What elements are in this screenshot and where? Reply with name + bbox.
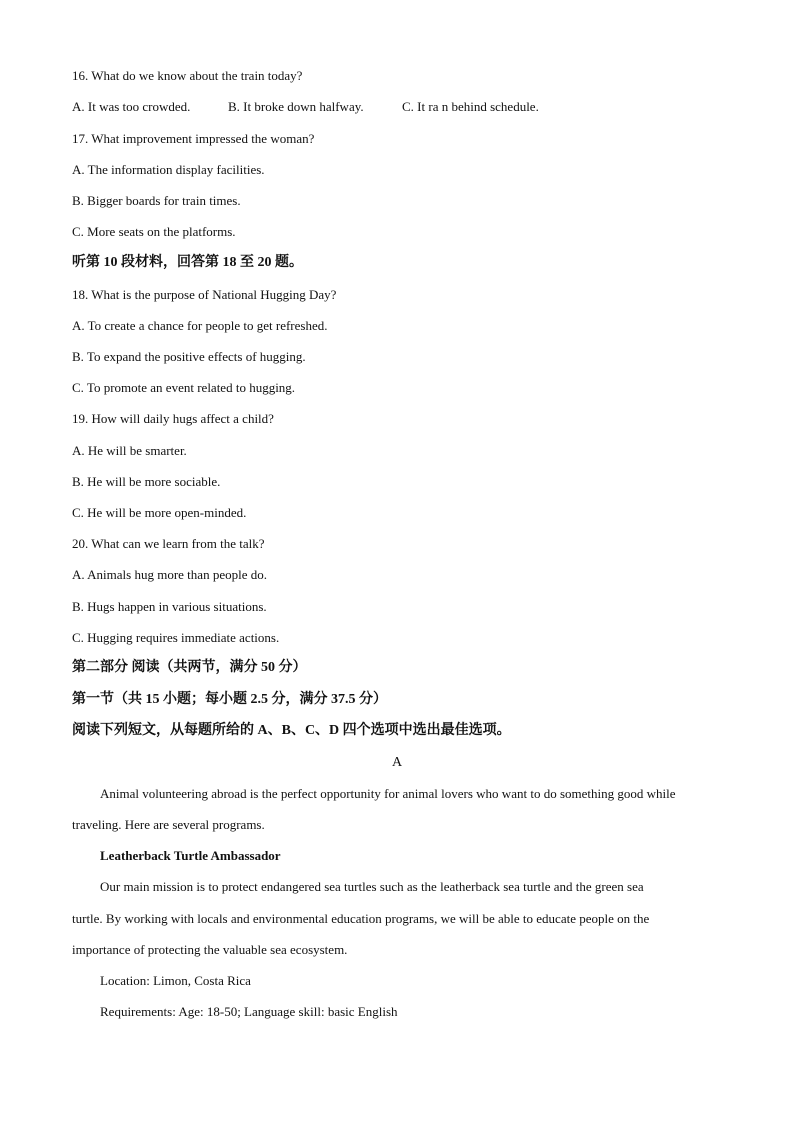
question-17-option-b: B. Bigger boards for train times. [72,193,241,208]
question-16-option-a: A. It was too crowded. [72,99,191,114]
program-body-line-1: Our main mission is to protect endangered sea turtles such as the leatherback sea turtle and the green sea [100,879,644,894]
question-16-stem: 16. What do we know about the train today? [72,68,303,83]
passage-intro-line-1: Animal volunteering abroad is the perfect opportunity for animal lovers who want to do something good while [100,786,676,801]
question-18-option-b: B. To expand the positive effects of hugging. [72,349,306,364]
question-17-stem: 17. What improvement impressed the woman? [72,131,315,146]
reading-instruction: 阅读下列短文，从每题所给的 A、B、C、D 四个选项中选出最佳选项。 [72,723,511,738]
question-18-option-a: A. To create a chance for people to get refreshed. [72,318,328,333]
question-19-option-a: A. He will be smarter. [72,443,187,458]
question-16-option-c: C. It ra n behind schedule. [402,99,539,114]
question-17-option-a: A. The information display facilities. [72,162,265,177]
question-18-stem: 18. What is the purpose of National Hugging Day? [72,287,337,302]
program-title: Leatherback Turtle Ambassador [100,848,281,863]
question-19-option-c: C. He will be more open-minded. [72,505,247,520]
program-body-line-3: importance of protecting the valuable sea ecosystem. [72,942,348,957]
question-17-option-c: C. More seats on the platforms. [72,224,236,239]
program-location: Location: Limon, Costa Rica [100,973,251,988]
question-19-option-b: B. He will be more sociable. [72,474,221,489]
part-2-title: 第二部分 阅读（共两节，满分 50 分） [72,660,307,675]
section-1-title: 第一节（共 15 小题；每小题 2.5 分，满分 37.5 分） [72,692,387,707]
passage-label: A [391,755,403,770]
question-20-option-c: C. Hugging requires immediate actions. [72,630,280,645]
question-19-stem: 19. How will daily hugs affect a child? [72,411,274,426]
question-16-option-b: B. It broke down halfway. [228,99,364,114]
program-requirements: Requirements: Age: 18-50; Language skill: basic English [100,1004,398,1019]
program-body-line-2: turtle. By working with locals and environmental education programs, we will be able to educate people on the [72,911,650,926]
passage-intro-line-2: traveling. Here are several programs. [72,817,265,832]
question-20-stem: 20. What can we learn from the talk? [72,536,265,551]
section-10-heading: 听第 10 段材料，回答第 18 至 20 题。 [72,255,303,270]
question-20-option-b: B. Hugs happen in various situations. [72,599,267,614]
question-18-option-c: C. To promote an event related to hugging. [72,380,296,395]
question-20-option-a: A. Animals hug more than people do. [72,567,267,582]
